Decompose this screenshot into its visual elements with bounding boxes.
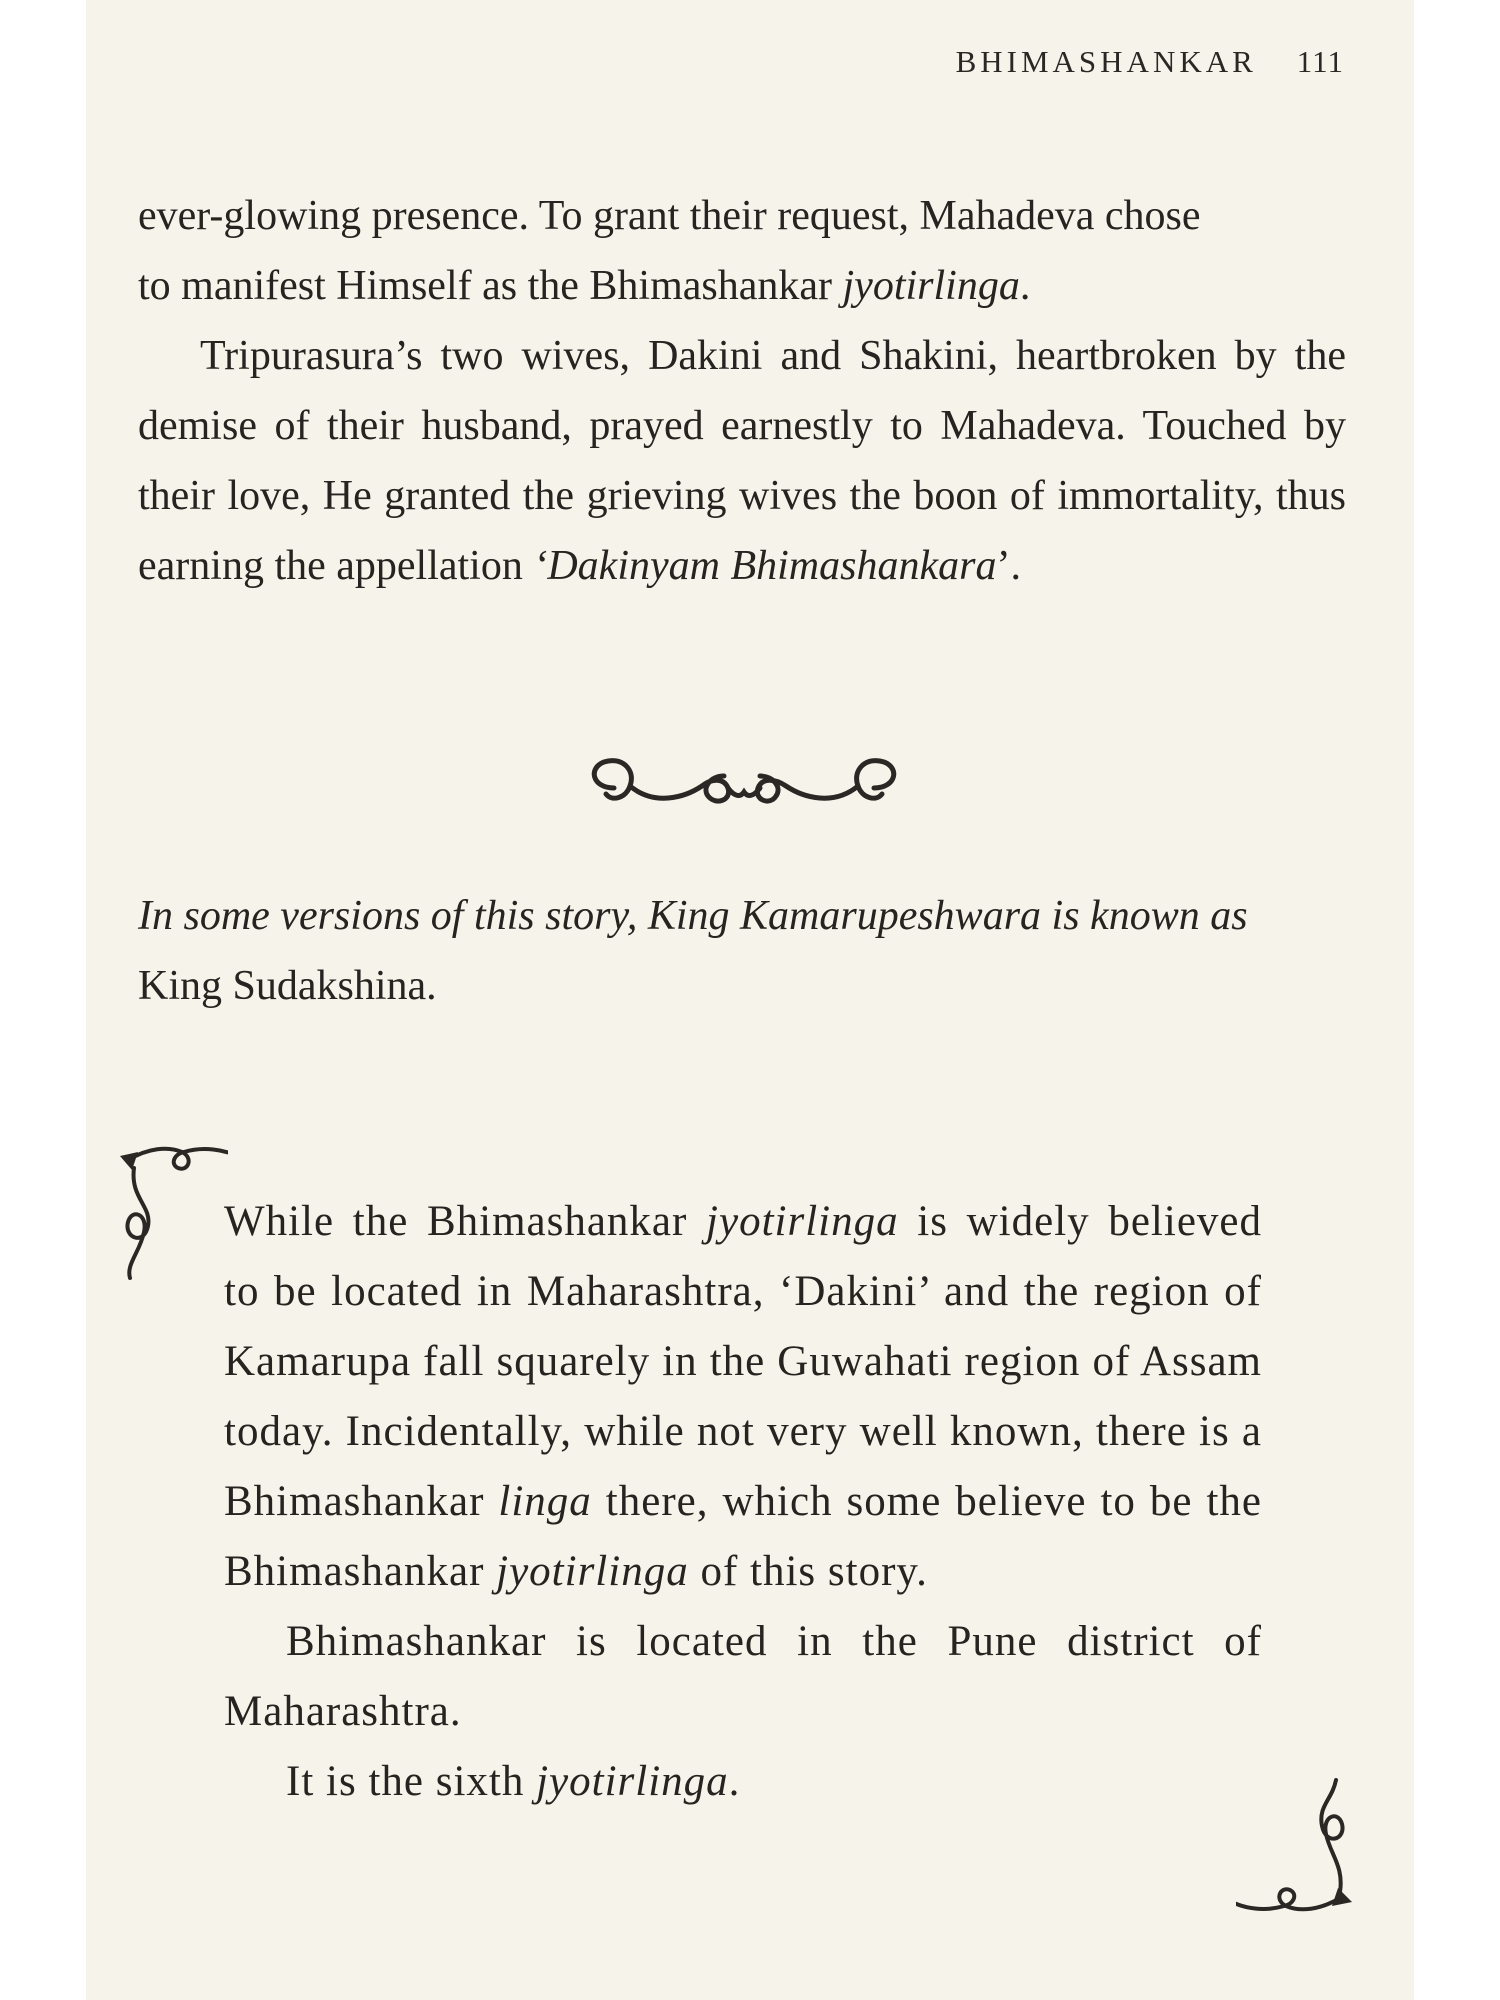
box-p1-italic-2: linga xyxy=(498,1478,592,1525)
p1-period: . xyxy=(1019,263,1031,309)
running-title: BHIMASHANKAR xyxy=(955,44,1257,79)
box-p1-d: of this story. xyxy=(688,1548,928,1595)
box-p3-italic: jyotirlinga xyxy=(536,1758,729,1805)
box-p1-c: there, which some believe to be the Bhimashankar xyxy=(224,1478,1262,1595)
box-paragraph-3 xyxy=(224,1747,1262,1817)
box-p3-a: It is the sixth xyxy=(286,1758,537,1805)
box-p1-a: While the Bhimashankar xyxy=(224,1198,707,1245)
box-p3-b: . xyxy=(728,1758,741,1805)
p2-text: Tripurasura’s two wives, Dakini and Shakini, heartbroken by the demise of their husband, prayed earnestly to Mahadeva. Touched by their love, He granted the grieving wives the boon of immortality, thus earning the appellation xyxy=(138,333,1346,589)
p1-line-2: to manifest Himself as the Bhimashankar xyxy=(138,263,843,309)
box-p1-b: is widely believed to be located in Maharashtra, ‘Dakini’ and the region of Kamarupa fall squarely in the Guwahati region of Assam today. Incidentally, while not very well known, there is a Bhimashankar xyxy=(224,1198,1262,1525)
running-head xyxy=(956,44,1344,80)
book-page xyxy=(86,0,1414,2000)
footnote xyxy=(138,881,1346,1021)
corner-ornament-bottom-right xyxy=(1236,1770,1366,1935)
corner-ornament-top-left xyxy=(108,1128,228,1288)
box-paragraph-1 xyxy=(224,1187,1262,1607)
page-number: 111 xyxy=(1296,44,1344,79)
footnote-roman: King Sudakshina. xyxy=(138,963,437,1009)
paragraph-2 xyxy=(138,321,1346,601)
box-p1-italic-1: jyotirlinga xyxy=(706,1198,899,1245)
sidebar-box-text xyxy=(224,1187,1262,1817)
p2-italic-appellation: ‘Dakinyam Bhimashankara xyxy=(533,543,997,589)
main-text xyxy=(138,181,1346,601)
p1-italic-term: jyotirlinga xyxy=(842,263,1020,309)
paragraph-1 xyxy=(138,181,1346,321)
p1-line-1: ever-glowing presence. To grant their request, Mahadeva chose xyxy=(138,193,1201,239)
footnote-text xyxy=(138,881,1346,1021)
p2-end: ’. xyxy=(996,543,1021,589)
box-p1-italic-3: jyotirlinga xyxy=(496,1548,689,1595)
footnote-italic: In some versions of this story, King Kamarupeshwara is known as xyxy=(138,893,1248,939)
scroll-ornament xyxy=(574,748,914,818)
box-paragraph-2: Bhimashankar is located in the Pune district of Maharashtra. xyxy=(224,1618,1262,1735)
